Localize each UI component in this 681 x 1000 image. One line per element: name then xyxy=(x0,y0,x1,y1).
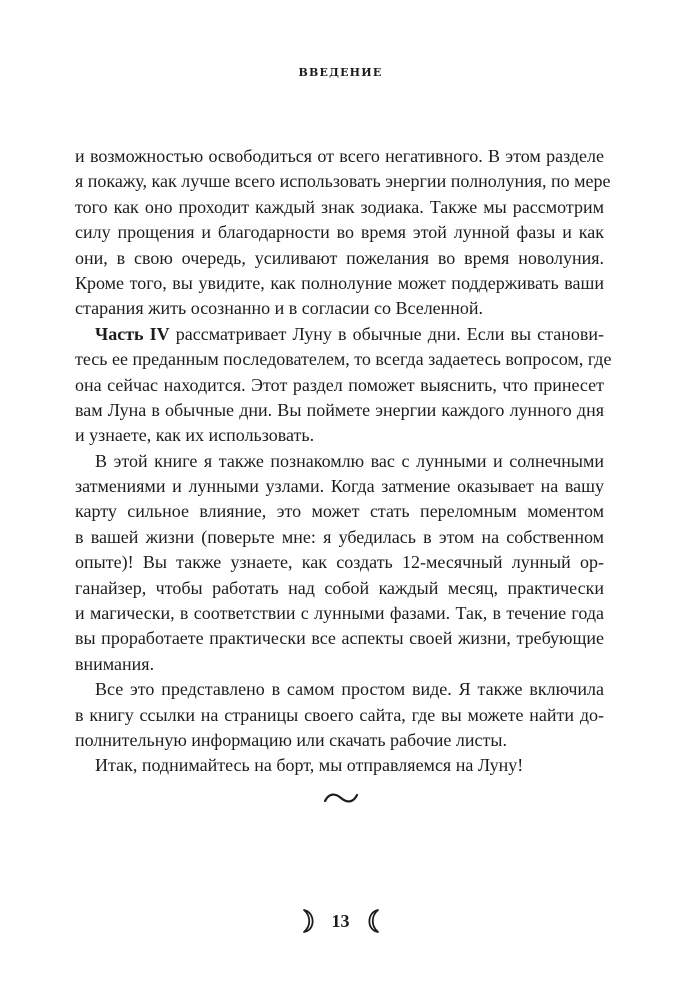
text-line: Кроме того, вы увидите, как полнолуние может поддерживать ваши xyxy=(75,272,604,293)
text-line: того как оно проходит каждый знак зодиака. Также мы рассмотрим xyxy=(75,196,604,217)
text-line: тесь ее преданным последователем, то всегда задаетесь вопросом, где xyxy=(75,349,612,370)
text-line: затмениями и лунными узлами. Когда затмение оказывает на вашу xyxy=(75,476,604,497)
text-line: вы проработаете практически все аспекты своей жизни, требующие xyxy=(75,628,604,649)
section-ornament xyxy=(0,788,681,812)
crescent-moon-right-icon xyxy=(363,908,383,934)
text-line: они, в свою очередь, усиливают пожелания во время новолуния. xyxy=(75,247,604,268)
crescent-moon-left-icon xyxy=(299,908,319,934)
body-text xyxy=(75,144,612,779)
text-line: она сейчас находится. Этот раздел поможет выяснить, что принесет xyxy=(75,374,604,395)
text-line: силу прощения и благодарности во время этой лунной фазы и как xyxy=(75,222,604,243)
text-line: Итак, поднимайтесь на борт, мы отправляемся на Луну! xyxy=(95,755,524,776)
text-line: в вашей жизни (поверьте мне: я убедилась в этом на собственном xyxy=(75,526,604,547)
tilde-flourish-icon xyxy=(321,788,361,808)
text-line: вам Луна в обычные дни. Вы поймете энергии каждого лунного дня xyxy=(75,399,604,420)
text-line: в книгу ссылки на страницы своего сайта, где вы можете найти до- xyxy=(75,704,604,725)
text-span: рассматривает Луну в обычные дни. Если вы станови- xyxy=(169,323,604,344)
text-line: старания жить осознанно и в согласии со Вселенной. xyxy=(75,298,484,319)
text-line: и узнаете, как их использовать. xyxy=(75,425,315,446)
part-heading-inline: Часть IV xyxy=(95,323,170,344)
text-line: я покажу, как лучше всего использовать энергии полнолуния, по мере xyxy=(75,171,611,192)
text-line: и магически, в соответствии с лунными фазами. Так, в течение года xyxy=(75,603,604,624)
text-line: карту сильное влияние, это может стать переломным моментом xyxy=(75,501,604,522)
page-number: 13 xyxy=(331,910,350,931)
text-line: Все это представлено в самом простом виде. Я также включила xyxy=(95,679,604,700)
text-line: ганайзер, чтобы работать над собой каждый месяц, практически xyxy=(75,577,604,598)
text-line: и возможностью освободиться от всего негативного. В этом разделе xyxy=(75,146,604,166)
text-line: В этой книге я также познакомлю вас с лунными и солнечными xyxy=(95,450,604,471)
running-head: ВВЕДЕНИЕ xyxy=(298,66,383,79)
text-line: полнительную информацию или скачать рабочие листы. xyxy=(75,729,507,750)
text-line xyxy=(75,322,604,347)
text-line: внимания. xyxy=(75,653,155,674)
text-line: опыте)! Вы также узнаете, как создать 12-месячный лунный ор- xyxy=(75,552,604,573)
page-footer xyxy=(0,908,681,934)
